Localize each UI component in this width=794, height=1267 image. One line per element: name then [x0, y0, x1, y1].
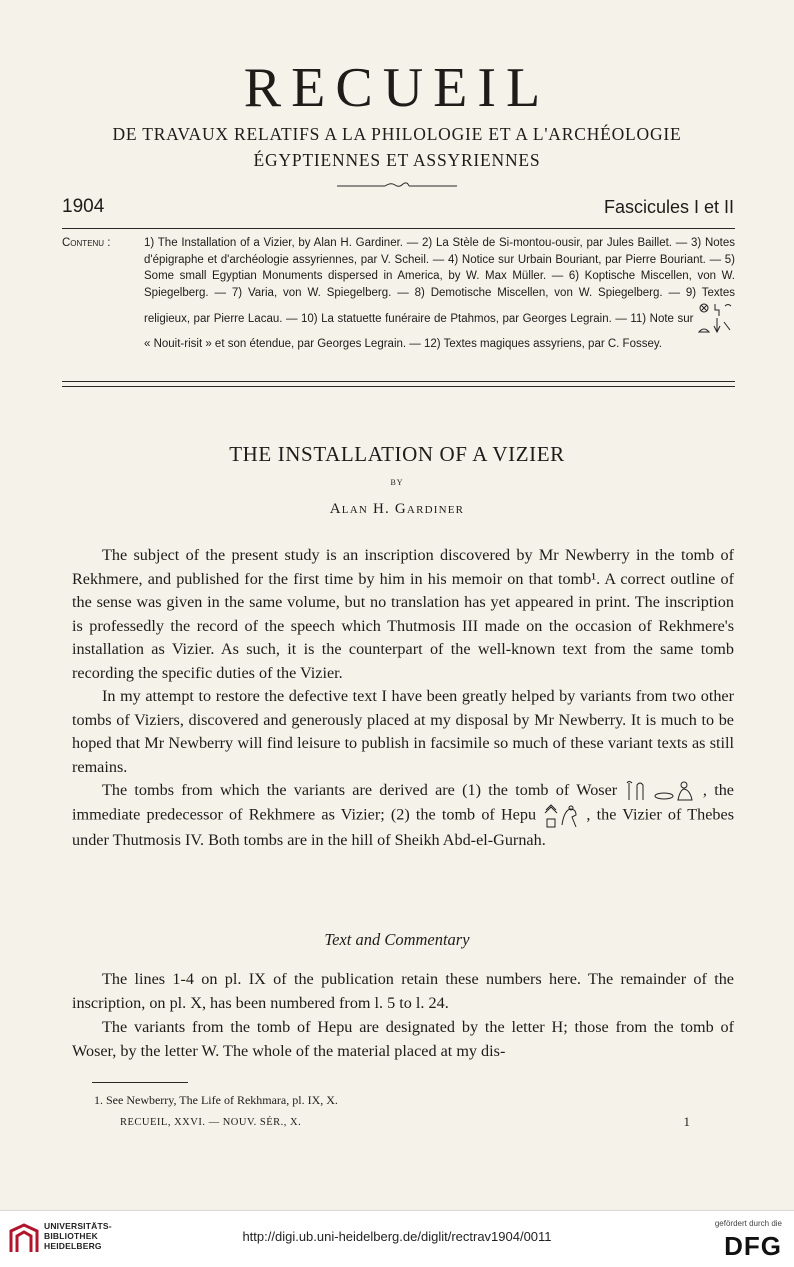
volume-year: 1904 [62, 196, 105, 217]
fascicules-label: Fascicules I et II [603, 197, 734, 217]
journal-subtitle-line1: DE TRAVAUX RELATIFS A LA PHILOLOGIE ET A L'ARCHÉOLOGIE [112, 124, 682, 144]
viewer-footer [0, 1210, 794, 1267]
dfg-logo[interactable]: DFG [724, 1231, 782, 1261]
paragraph-3 [72, 779, 734, 852]
journal-title: RECUEIL [243, 57, 551, 119]
paragraph-3-part-a: The tombs from which the variants are derived are (1) the tomb of Woser [102, 781, 618, 799]
article-author: Alan H. Gardiner [329, 501, 465, 517]
footnote-rule [92, 1082, 188, 1083]
permalink-url[interactable]: http://digi.ub.uni-heidelberg.de/diglit/rectrav1904/0011 [242, 1229, 552, 1244]
table-of-contents [62, 235, 735, 353]
hieroglyph-woser-name-icon [624, 780, 646, 802]
paragraph-3-part-b: , the immediate predecessor of Rekhmere as Vizier; (2) the tomb of Hepu [72, 781, 734, 824]
article-by: BY [390, 478, 404, 487]
contents-double-rule [62, 381, 735, 387]
ornament-divider-icon [337, 180, 457, 190]
article-title: THE INSTALLATION OF A VIZIER [229, 442, 565, 466]
paragraph-1: The subject of the present study is an inscription discovered by Mr Newberry in the tomb of Rekhmere, and published for the first time by him in his memoir on that tomb¹. A correct outline of the sense was given in the same volume, but no translation has yet appeared in print. The inscription is professedly the record of the speech which Thutmosis III made on the occasion of Rekhmere's installation as Vizier. As such, it is the counterpart of the well-known text from the same tomb recording the specific duties of the Vizier. [72, 546, 734, 682]
contents-text-part1: 1) The Installation of a Vizier, by Alan H. Gardiner. — 2) La Stèle de Si-montou-ousir, par Jules Baillet. — 3) Notes d'épigraphe et d'archéologie assyriennes, par V. Scheil. — 4) Notice sur Urbain Bouriant, par Pierre Bouriant. — 5) Some small Egyptian Monuments dispersed in America, by W. Max Müller. — 6) Koptische Miscellen, von W. Spiegelberg. — 7) Varia, von W. Spiegelberg. — 8) Demotische Miscellen, von W. Spiegelberg. — 9) Textes religieux, par Pierre Lacau. — 10) La statuette funéraire de Ptahmos, par Georges Legrain. — 11) Note sur [144, 237, 735, 325]
page-number: 1 [683, 1114, 690, 1129]
section-heading: Text and Commentary [324, 930, 470, 949]
hieroglyph-nouit-risit-icon [697, 302, 735, 336]
header-rule [62, 228, 735, 229]
article-body [72, 544, 734, 852]
paragraph-5: The variants from the tomb of Hepu are designated by the letter H; those from the tomb of Woser, by the letter W. The whole of the material placed at my dis- [72, 1018, 734, 1060]
paragraph-3-part-c: , the Vizier of Thebes under Thutmosis IV. Both tombs are in the hill of Sheikh Abd-el-Gurnah. [72, 805, 734, 849]
paragraph-2: In my attempt to restore the defective text I have been greatly helped by variants from two other tombs of Viziers, discovered and generously placed at my disposal by Mr Newberry. It is much to be hoped that Mr Newberry will find leisure to publish in facsimile so much of these variant texts as still remains. [72, 687, 734, 776]
hieroglyph-hepu-name-icon [542, 803, 580, 829]
contents-text [144, 235, 735, 353]
section-body [72, 967, 734, 1063]
library-name[interactable]: UNIVERSITÄTS- BIBLIOTHEK HEIDELBERG [44, 1221, 112, 1251]
paragraph-4: The lines 1-4 on pl. IX of the publication retain these numbers here. The remainder of the inscription, on pl. X, has been numbered from l. 5 to l. 24. [72, 970, 734, 1012]
journal-subtitle-line2: ÉGYPTIENNES ET ASSYRIENNES [253, 150, 541, 170]
running-footer: RECUEIL, XXVI. — NOUV. SÉR., X. [120, 1117, 302, 1128]
contents-label: Contenu : [62, 237, 111, 249]
contents-text-part2: « Nouit-risit » et son étendue, par Georges Legrain. — 12) Textes magiques assyriens, par C. Fossey. [144, 337, 662, 350]
hieroglyph-woser-figure-icon [654, 780, 696, 802]
footnote-1: 1. See Newberry, The Life of Rekhmara, pl. IX, X. [94, 1093, 338, 1107]
funded-by-label: gefördert durch die [714, 1219, 782, 1228]
